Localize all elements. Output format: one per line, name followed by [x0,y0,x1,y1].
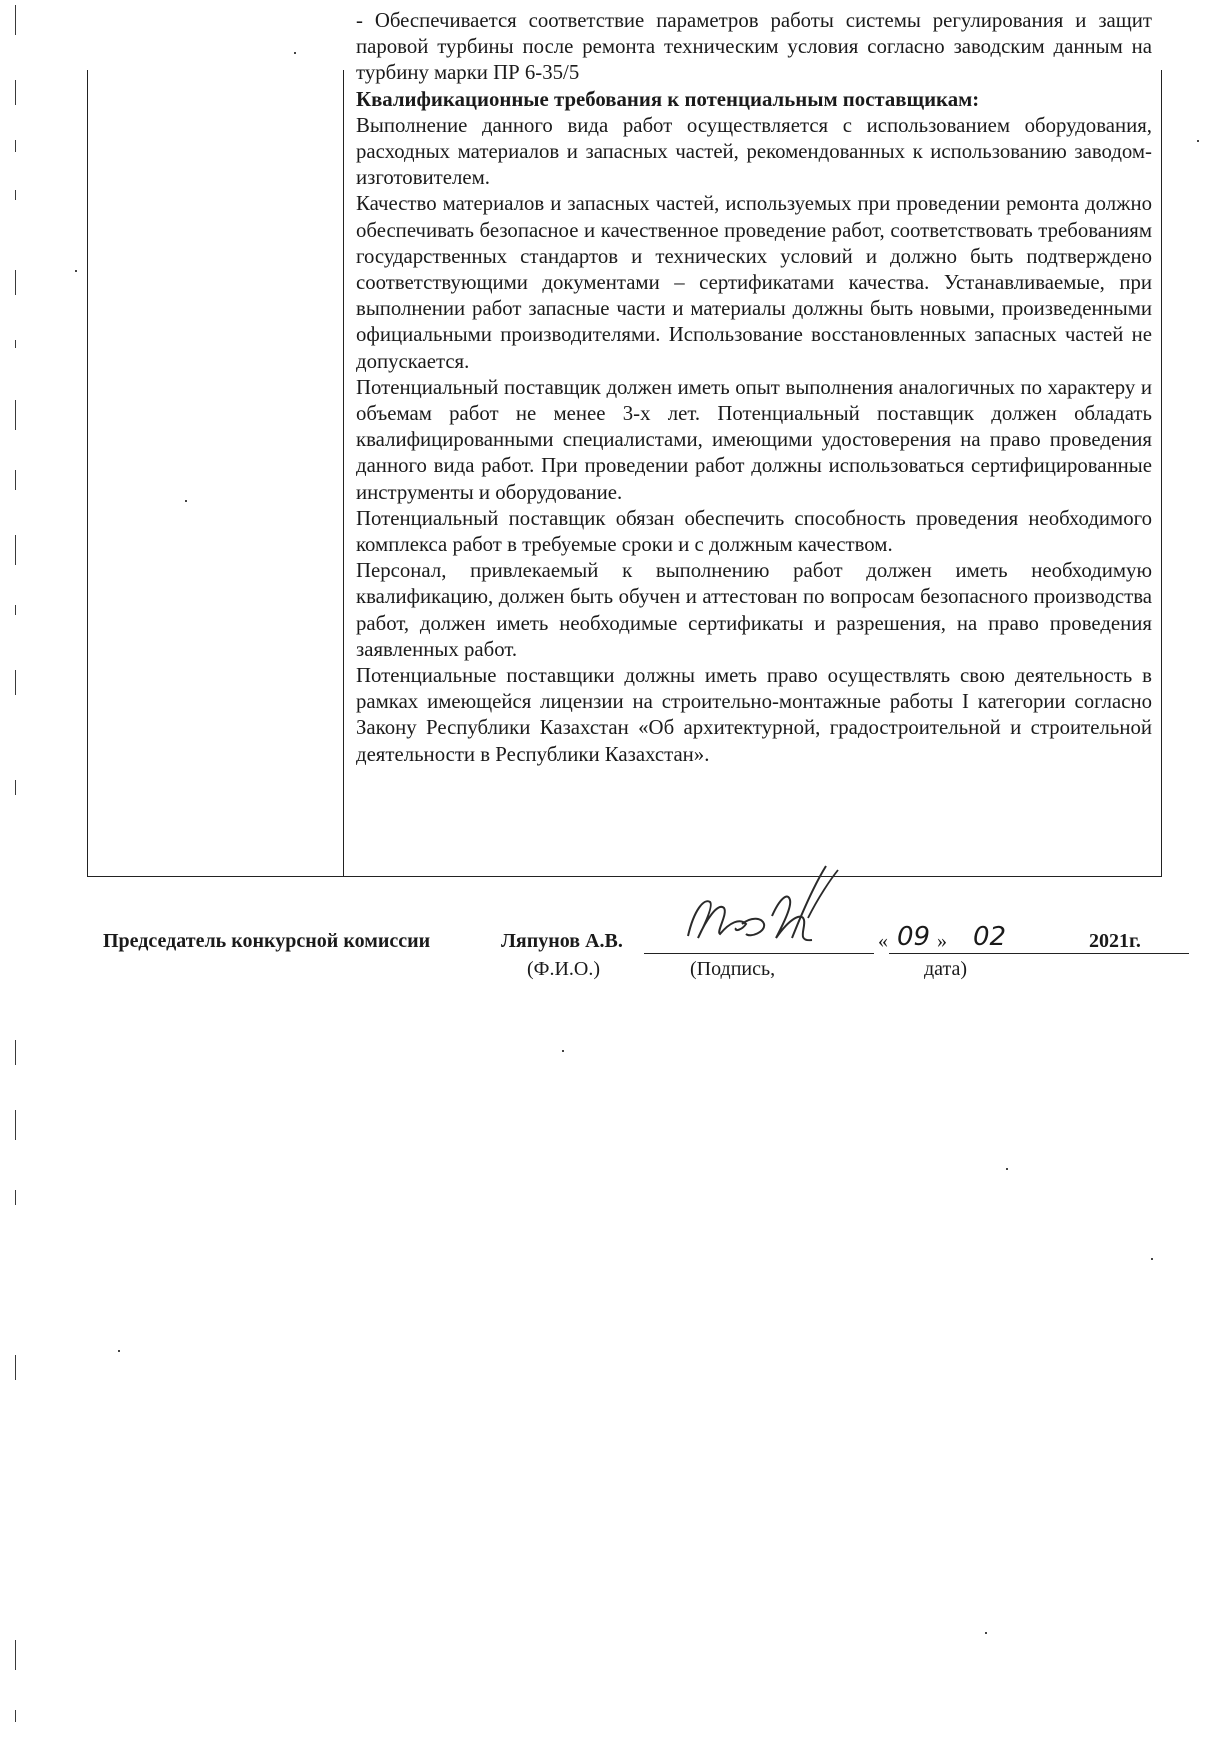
date-year: 2021г. [1089,930,1141,952]
date-underline [889,953,1189,954]
chairman-name: Ляпунов А.В. [501,930,623,952]
scan-edge-mark [15,270,16,295]
date-quote-close: » [937,930,947,952]
requirements-cell [356,8,1152,768]
paragraph-equipment: Выполнение данного вида работ осуществляется с использованием оборудования, расходных материалов и запасных частей, рекомендованных к использованию заводом-изготовителем. [356,113,1152,190]
scan-speck [562,1050,564,1052]
scan-edge-mark [15,605,16,615]
scan-edge-mark [15,535,16,565]
scan-speck [1006,1168,1008,1170]
table-column-divider [343,70,344,876]
handwritten-signature [680,858,860,968]
paragraph-quality: Качество материалов и запасных частей, используемых при проведении ремонта должно обеспечивать безопасное и качественное проведение работ, соответствовать требованиям государственных стандартов и технических условий и должно быть подтверждено соответствующими документами – сертификатами качества. Устанавливаемые, при выполнении работ запасные части и материалы должны быть новыми, произведенными официальными производителями. Использование восстановленных запасных частей не допускается. [356,192,1152,373]
scan-edge-mark [15,470,16,490]
scan-speck [118,1350,120,1352]
caption-date: дата) [924,958,968,980]
scan-speck [1197,140,1199,142]
scan-edge-mark [15,1190,16,1205]
table-right-border [1161,70,1162,876]
scan-edge-mark [15,400,16,430]
scan-edge-mark [15,1710,16,1722]
chairman-label: Председатель конкурсной комиссии [103,930,431,952]
paragraph-license: Потенциальные поставщики должны иметь право осуществлять свою деятельность в рамках имеющейся лицензии на строительно-монтажные работы I категории согласно Закону Республики Казахстан «Об архитектурной, градостроительной и строительной деятельности в Республики Казахстан». [356,664,1152,766]
scan-edge-mark [15,1640,16,1670]
scan-edge-mark [15,190,16,200]
scan-edge-mark [15,1355,16,1380]
scan-edge-mark [15,5,16,35]
scan-edge-mark [15,340,16,348]
heading-qualification-requirements: Квалификационные требования к потенциальным поставщикам: [356,87,980,111]
scan-edge-mark [15,80,16,105]
scan-speck [75,270,77,272]
date-day: 09 [897,922,931,952]
scan-edge-mark [15,140,16,152]
scan-speck [1151,1258,1153,1260]
scan-edge-mark [15,1040,16,1065]
caption-signature: (Подпись, [690,958,776,980]
date-quote-open: « [878,930,888,952]
scan-speck [985,1632,987,1634]
date-month: 02 [973,922,1007,952]
table-left-border [87,70,88,876]
caption-fio: (Ф.И.О.) [527,958,601,980]
scan-edge-mark [15,780,16,795]
signature-row [103,922,1153,980]
paragraph-compliance: - Обеспечивается соответствие параметров работы системы регулирования и защит паровой турбины после ремонта техническим условия согласно заводским данным на турбину марки ПР 6-35/5 [356,9,1152,85]
scan-edge-mark [15,670,16,695]
paragraph-capability: Потенциальный поставщик обязан обеспечить способность проведения необходимого комплекса работ в требуемые сроки и с должным качеством. [356,506,1152,557]
paragraph-experience: Потенциальный поставщик должен иметь опыт выполнения аналогичных по характеру и объемам работ не менее 3-х лет. Потенциальный поставщик должен обладать квалифицированными специалистами, имеющими удостоверения на право проведения данного вида работ. При проведении работ должны использоваться сертифицированные инструменты и оборудование. [356,375,1152,504]
paragraph-personnel: Персонал, привлекаемый к выполнению работ должен иметь необходимую квалификацию, должен быть обучен и аттестован по вопросам безопасного производства работ, должен иметь необходимые сертификаты и разрешения, на право проведения заявленных работ. [356,559,1152,661]
scan-edge-mark [15,1110,16,1140]
scan-speck [294,52,296,54]
